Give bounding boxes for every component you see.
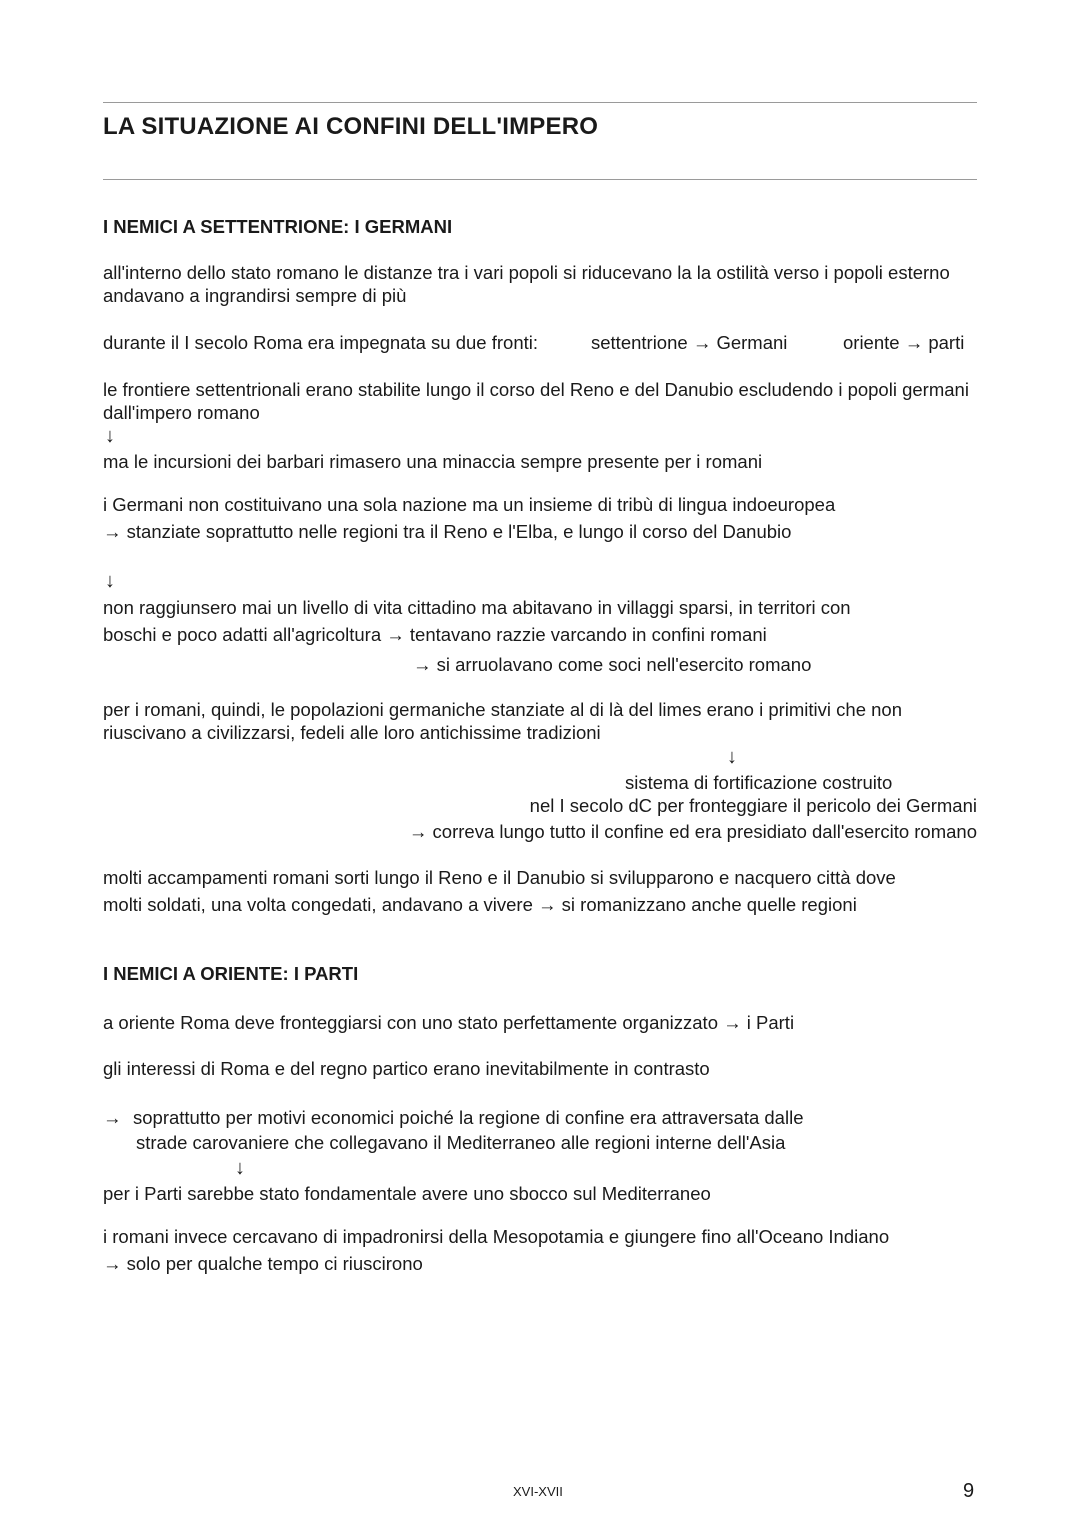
down-arrow-icon: ↓ (105, 570, 115, 592)
limes-definition-line3: → correva lungo tutto il confine ed era presidiato dall'esercito romano (408, 821, 977, 842)
title-rule (103, 179, 977, 180)
paragraph-camps-line2: molti soldati, una volta congedati, andavano a vivere → si romanizzano anche quelle regioni (103, 894, 857, 915)
limes-definition-line2: nel I secolo dC per fronteggiare il pericolo dei Germani (529, 795, 977, 816)
limes-definition-line1: sistema di fortificazione costruito (625, 772, 893, 793)
footer-range: XVI-XVII (513, 1484, 563, 1499)
paragraph-fronts-north: settentrione → Germani (591, 332, 788, 353)
paragraph-fronts-east: oriente → parti (843, 332, 965, 353)
paragraph-intro: all'interno dello stato romano le distanze tra i vari popoli si riducevano la la ostilità verso i popoli esterno andavano a ingrandirsi sempre di più (103, 262, 950, 306)
page-title: LA SITUAZIONE AI CONFINI DELL'IMPERO (103, 113, 599, 140)
page-number: 9 (963, 1480, 975, 1502)
section-heading-parti: I NEMICI A ORIENTE: I PARTI (103, 963, 359, 984)
paragraph-tribes-line2: → stanziate soprattutto nelle regioni tra il Reno e l'Elba, e lungo il corso del Danubio (103, 521, 792, 542)
paragraph-mesopotamia-line2: → solo per qualche tempo ci riuscirono (103, 1253, 423, 1274)
down-arrow-icon: ↓ (105, 425, 115, 447)
paragraph-contrast: gli interessi di Roma e del regno partico erano inevitabilmente in contrasto (103, 1058, 710, 1079)
paragraph-frontiers: le frontiere settentrionali erano stabilite lungo il corso del Reno e del Danubio escludendo i popoli germani dall'impero romano (103, 379, 969, 423)
paragraph-mesopotamia-line1: i romani invece cercavano di impadronirsi della Mesopotamia e giungere fino all'Oceano Indiano (103, 1226, 890, 1247)
paragraph-fronts-left: durante il I secolo Roma era impegnata su due fronti: (103, 332, 538, 353)
paragraph-villages-line2: boschi e poco adatti all'agricoltura → tentavano razzie varcando in confini romani (103, 624, 767, 645)
top-rule (103, 102, 977, 103)
paragraph-mediterranean: per i Parti sarebbe stato fondamentale avere uno sbocco sul Mediterraneo (103, 1183, 711, 1204)
section-heading-germani: I NEMICI A SETTENTRIONE: I GERMANI (103, 216, 453, 237)
paragraph-incursions: ma le incursioni dei barbari rimasero una minaccia sempre presente per i romani (103, 451, 763, 472)
paragraph-villages-line3: → si arruolavano come soci nell'esercito romano (413, 654, 812, 675)
right-arrow-icon: → (103, 1107, 122, 1128)
paragraph-tribes-line1: i Germani non costituivano una sola nazione ma un insieme di tribù di lingua indoeuropea (103, 494, 836, 515)
paragraph-parthians: a oriente Roma deve fronteggiarsi con uno stato perfettamente organizzato → i Parti (103, 1012, 795, 1033)
paragraph-villages-line1: non raggiunsero mai un livello di vita cittadino ma abitavano in villaggi sparsi, in territori con (103, 597, 851, 618)
down-arrow-icon: ↓ (727, 746, 737, 768)
paragraph-economy-line2: strade carovaniere che collegavano il Mediterraneo alle regioni interne dell'Asia (136, 1132, 786, 1153)
down-arrow-icon: ↓ (235, 1157, 245, 1179)
paragraph-camps-line1: molti accampamenti romani sorti lungo il Reno e il Danubio si svilupparono e nacquero città dove (103, 867, 896, 888)
paragraph-economy-line1: soprattutto per motivi economici poiché la regione di confine era attraversata dalle (133, 1107, 804, 1128)
paragraph-primitives: per i romani, quindi, le popolazioni germaniche stanziate al di là del limes erano i primitivi che non riuscivano a civilizzarsi, fedeli alle loro antichissime tradizioni (103, 699, 903, 743)
